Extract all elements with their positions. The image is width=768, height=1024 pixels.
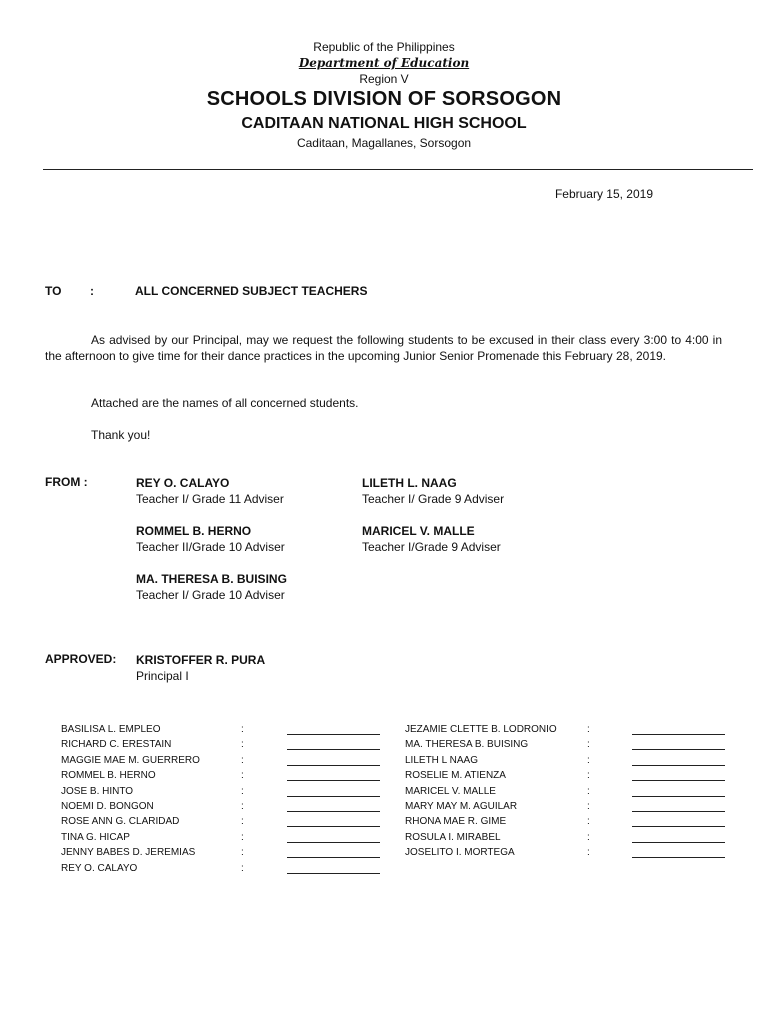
student-name: BASILISA L. EMPLEO <box>61 724 161 735</box>
division-heading: SCHOOLS DIVISION OF SORSOGON <box>206 88 562 110</box>
student-name: ROSELIE M. ATIENZA <box>405 770 506 782</box>
signature-blank <box>632 826 725 827</box>
to-label: TO <box>45 284 62 298</box>
signature-blank <box>287 780 380 781</box>
signatory-title: Teacher I/ Grade 9 Adviser <box>362 492 505 506</box>
student-name: TINA G. HICAP <box>61 831 130 843</box>
student-name: JENNY BABES D. JEREMIAS <box>61 847 196 859</box>
signatory <box>362 523 501 555</box>
signature-blank <box>632 734 725 735</box>
signatory-title: Teacher II/Grade 10 Adviser <box>136 540 285 554</box>
student-name: MARICEL V. MALLE <box>405 785 496 797</box>
signature-blank <box>287 826 380 827</box>
signatory-title: Teacher I/ Grade 10 Adviser <box>136 588 285 602</box>
signature-blank <box>632 811 725 812</box>
student-colon: : <box>587 785 590 797</box>
to-recipients: ALL CONCERNED SUBJECT TEACHERS <box>135 284 368 298</box>
student-name: MAGGIE MAE M. GUERRERO <box>61 754 200 766</box>
signature-blank <box>632 842 725 843</box>
signature-blank <box>287 749 380 750</box>
student-colon: : <box>587 739 590 751</box>
signatory <box>136 571 287 603</box>
approver-title: Principal I <box>136 669 189 683</box>
to-colon: : <box>90 284 94 298</box>
signature-blank <box>632 765 725 766</box>
region-heading: Region V <box>359 72 409 86</box>
student-name: ROSE ANN G. CLARIDAD <box>61 816 180 828</box>
student-colon: : <box>241 831 244 843</box>
student-name: ROSULA I. MIRABEL <box>405 831 501 843</box>
student-colon: : <box>241 754 244 766</box>
signatory-name: MA. THERESA B. BUISING <box>136 572 287 586</box>
student-colon: : <box>241 739 244 751</box>
from-label: FROM : <box>45 475 88 489</box>
student-colon: : <box>241 847 244 859</box>
approver-name: KRISTOFFER R. PURA <box>136 653 266 667</box>
student-colon: : <box>587 724 590 735</box>
republic-heading: Republic of the Philippines <box>313 40 455 54</box>
student-colon: : <box>241 785 244 797</box>
school-address: Caditaan, Magallanes, Sorsogon <box>296 136 472 150</box>
signature-blank <box>632 749 725 750</box>
signature-blank <box>287 857 380 858</box>
student-colon: : <box>587 847 590 859</box>
student-name: RICHARD C. ERESTAIN <box>61 739 172 751</box>
signature-blank <box>632 780 725 781</box>
student-name: ROMMEL B. HERNO <box>61 770 156 782</box>
student-colon: : <box>587 801 590 812</box>
student-colon: : <box>241 816 244 828</box>
student-name: NOEMI D. BONGON <box>61 801 154 812</box>
attachment-note: Attached are the names of all concerned students. <box>91 396 359 410</box>
student-name: JEZAMIE CLETTE B. LODRONIO <box>405 724 557 735</box>
student-colon: : <box>241 724 244 735</box>
signatory-title: Teacher I/Grade 9 Adviser <box>362 540 501 554</box>
student-name: LILETH L NAAG <box>405 754 478 766</box>
student-colon: : <box>587 770 590 782</box>
memo-date: February 15, 2019 <box>554 187 653 201</box>
student-name: JOSE B. HINTO <box>61 785 134 797</box>
student-name: MARY MAY M. AGUILAR <box>405 801 518 812</box>
signature-blank <box>287 873 380 874</box>
signatory <box>136 523 285 555</box>
student-colon: : <box>241 801 244 812</box>
signatory-title: Teacher I/ Grade 11 Adviser <box>136 492 284 506</box>
student-colon: : <box>241 770 244 782</box>
student-name: JOSELITO I. MORTEGA <box>405 847 515 859</box>
signatory <box>136 475 284 507</box>
signature-blank <box>287 842 380 843</box>
signature-blank <box>287 734 380 735</box>
signatory-name: MARICEL V. MALLE <box>362 524 475 538</box>
thank-you-line: Thank you! <box>91 428 151 442</box>
body-paragraph: As advised by our Principal, may we request the following students to be excused in their class every 3:00 to 4:00 in the afternoon to give time for their dance practices in the upcoming Junior Senior Promenade this February 28, 2019. <box>45 333 722 363</box>
student-colon: : <box>587 816 590 828</box>
student-colon: : <box>587 831 590 843</box>
student-colon: : <box>587 754 590 766</box>
signature-blank <box>287 811 380 812</box>
signature-blank <box>632 857 725 858</box>
student-colon: : <box>241 862 244 874</box>
signature-blank <box>287 765 380 766</box>
signatory-name: ROMMEL B. HERNO <box>136 524 252 538</box>
signatory-name: REY O. CALAYO <box>136 476 230 490</box>
student-name: REY O. CALAYO <box>61 862 138 874</box>
signature-blank <box>632 796 725 797</box>
signatory-name: LILETH L. NAAG <box>362 476 457 490</box>
approver <box>136 652 265 684</box>
header-divider <box>43 169 753 170</box>
student-name: MA. THERESA B. BUISING <box>405 739 529 751</box>
student-name: RHONA MAE R. GIME <box>405 816 507 828</box>
department-heading: Department of Education <box>298 56 470 70</box>
school-heading: CADITAAN NATIONAL HIGH SCHOOL <box>241 115 527 132</box>
signature-blank <box>287 796 380 797</box>
signatory <box>362 475 504 507</box>
approved-label: APPROVED: <box>45 652 117 666</box>
